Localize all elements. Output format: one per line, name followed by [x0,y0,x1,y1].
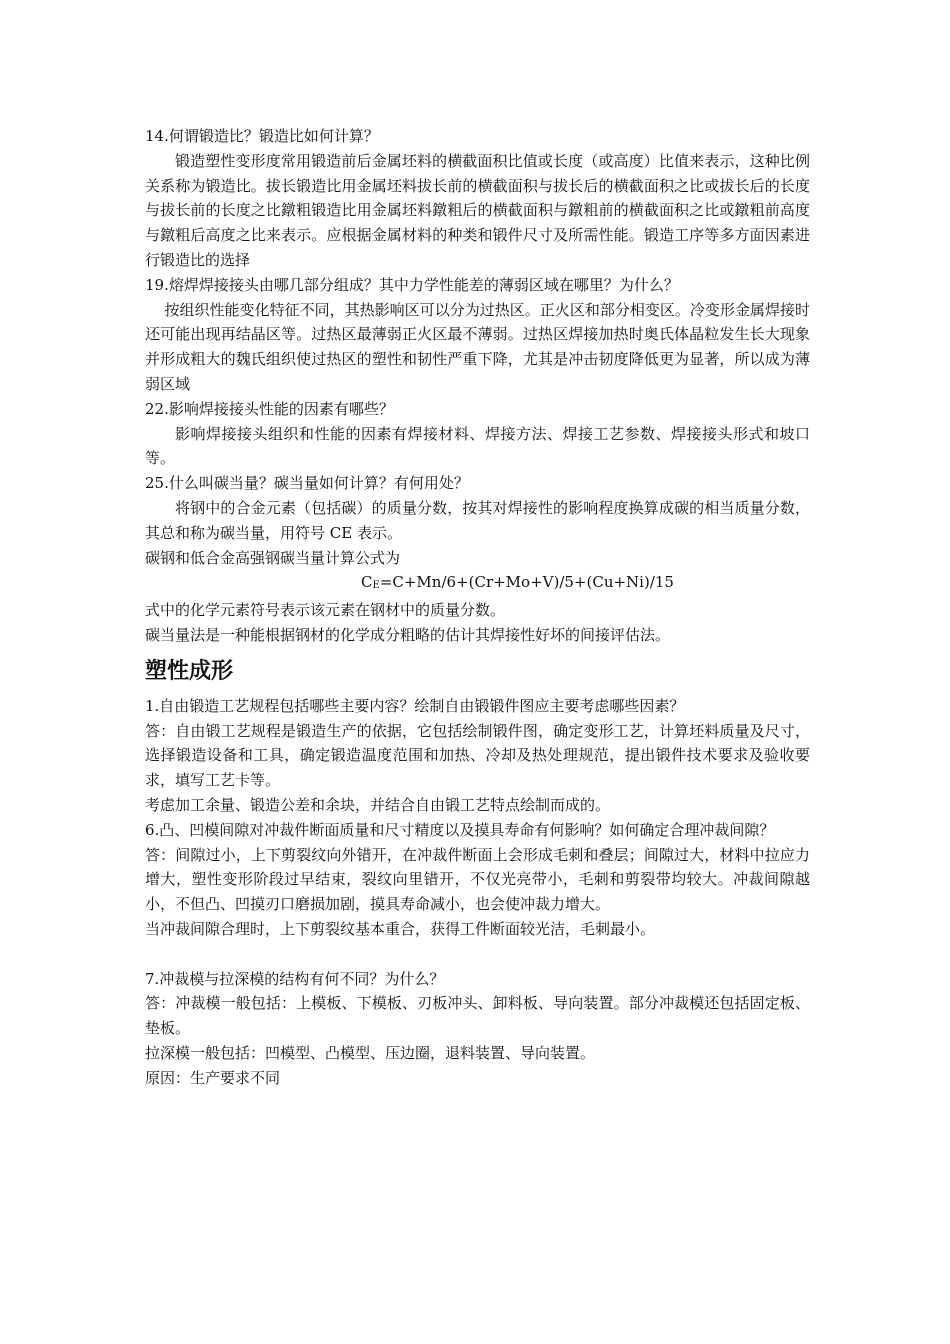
blank-line [145,942,810,967]
p1-answer2: 考虑加工余量、锻造公差和余块，并结合自由锻工艺特点绘制而成的。 [145,795,611,814]
carbon-equivalent-formula [145,570,810,598]
q14-question: 14.何谓锻造比？锻造比如何计算？ [145,127,379,145]
q25-formula-intro: 碳钢和低合金高强钢碳当量计算公式为 [145,548,401,567]
p7-answer3: 原因：生产要求不同 [145,1068,281,1087]
q19-question: 19.熔焊焊接接头由哪几部分组成？其中力学性能差的薄弱区域在哪里？为什么？ [145,275,679,294]
p7-answer: 答：冲裁模一般包括：上模板、下模板、刃板冲头、卸料板、导向装置。部分冲裁模还包括固定板、垫板。 [145,994,810,1038]
formula-subscript: E [372,580,380,592]
p6-answer: 答：间隙过小，上下剪裂纹向外错开，在冲裁件断面上会形成毛刺和叠层；间隙过大，材料中拉应力增大，塑性变形阶段过早结束，裂纹向里错开，不仅光亮带小，毛刺和剪裂带均较大。冲裁间隙越小，不但凸、凹摸刃口磨损加剧，摸具寿命减小，也会使冲裁力增大。 [145,845,810,914]
p6-question: 6.凸、凹模间隙对冲裁件断面质量和尺寸精度以及摸具寿命有何影响？如何确定合理冲裁间隙？ [145,820,775,839]
formula-rest: =C+Mn/6+(Cr+Mo+V)/5+(Cu+Ni)/15 [379,573,674,592]
p7-question: 7.冲裁模与拉深模的结构有何不同？为什么？ [145,969,445,988]
q22-question: 22.影响焊接接头性能的因素有哪些？ [145,399,394,418]
p7-answer2: 拉深模一般包括：凹模型、凸模型、压边圈，退料装置、导向装置。 [145,1043,596,1062]
q14-answer: 锻造塑性变形度常用锻造前后金属坯料的横截面积比值或长度（或高度）比值来表示，这种比例关系称为锻造比。拔长锻造比用金属坯料拔长前的横截面积与拔长后的横截面积之比或拔长后的长度与拔长前的长度之比鐓粗锻造比用金属坯料鐓粗后的横截面积与鐓粗前的横截面积之比或鐓粗前高度与鐓粗后高度之比来表示。应根据金属材料的种类和锻件尺寸及所需性能。锻造工序等多方面因素进行锻造比的选择 [145,151,810,269]
p1-question: 1.自由锻造工艺规程包括哪些主要内容？绘制自由锻锻件图应主要考虑哪些因素？ [145,696,685,715]
p1-answer: 答：自由锻工艺规程是锻造生产的依据，它包括绘制锻件图，确定变形工艺，计算坯料质量及尺寸，选择锻造设备和工具，确定锻造温度范围和加热、冷却及热处理规范，提出锻件技术要求及验收要求，填写工艺卡等。 [145,721,810,790]
q25-formula-note: 式中的化学元素符号表示该元素在钢材中的质量分数。 [145,601,506,620]
q25-answer: 将钢中的合金元素（包括碳）的质量分数，按其对焊接性的影响程度换算成碳的相当质量分数，其总和称为碳当量，用符号 CE 表示。 [145,498,810,542]
q19-answer: 按组织性能变化特征不同，其热影响区可以分为过热区。正火区和部分相变区。冷变形金属焊接时还可能出现再结晶区等。过热区最薄弱正火区最不薄弱。过热区焊接加热时奥氏体晶粒发生长大现象并形成粗大的魏氏组织使过热区的塑性和韧性严重下降，尤其是冲击韧度降低更为显著，所以成为薄弱区域 [145,300,810,393]
q25-question: 25.什么叫碳当量？碳当量如何计算？有何用处？ [145,474,469,493]
q22-answer: 影响焊接接头组织和性能的因素有焊接材料、焊接方法、焊接工艺参数、焊接接头形式和坡口等。 [145,424,810,468]
formula-c: C [361,573,373,592]
q25-method-note: 碳当量法是一种能根据钢材的化学成分粗略的估计其焊接性好坏的间接评估法。 [145,625,671,644]
document-page [145,124,810,1090]
section-title: 塑性成形 [145,658,234,684]
p6-answer2: 当冲裁间隙合理时，上下剪裂纹基本重合，获得工件断面较光洁，毛刺最小。 [145,919,656,938]
